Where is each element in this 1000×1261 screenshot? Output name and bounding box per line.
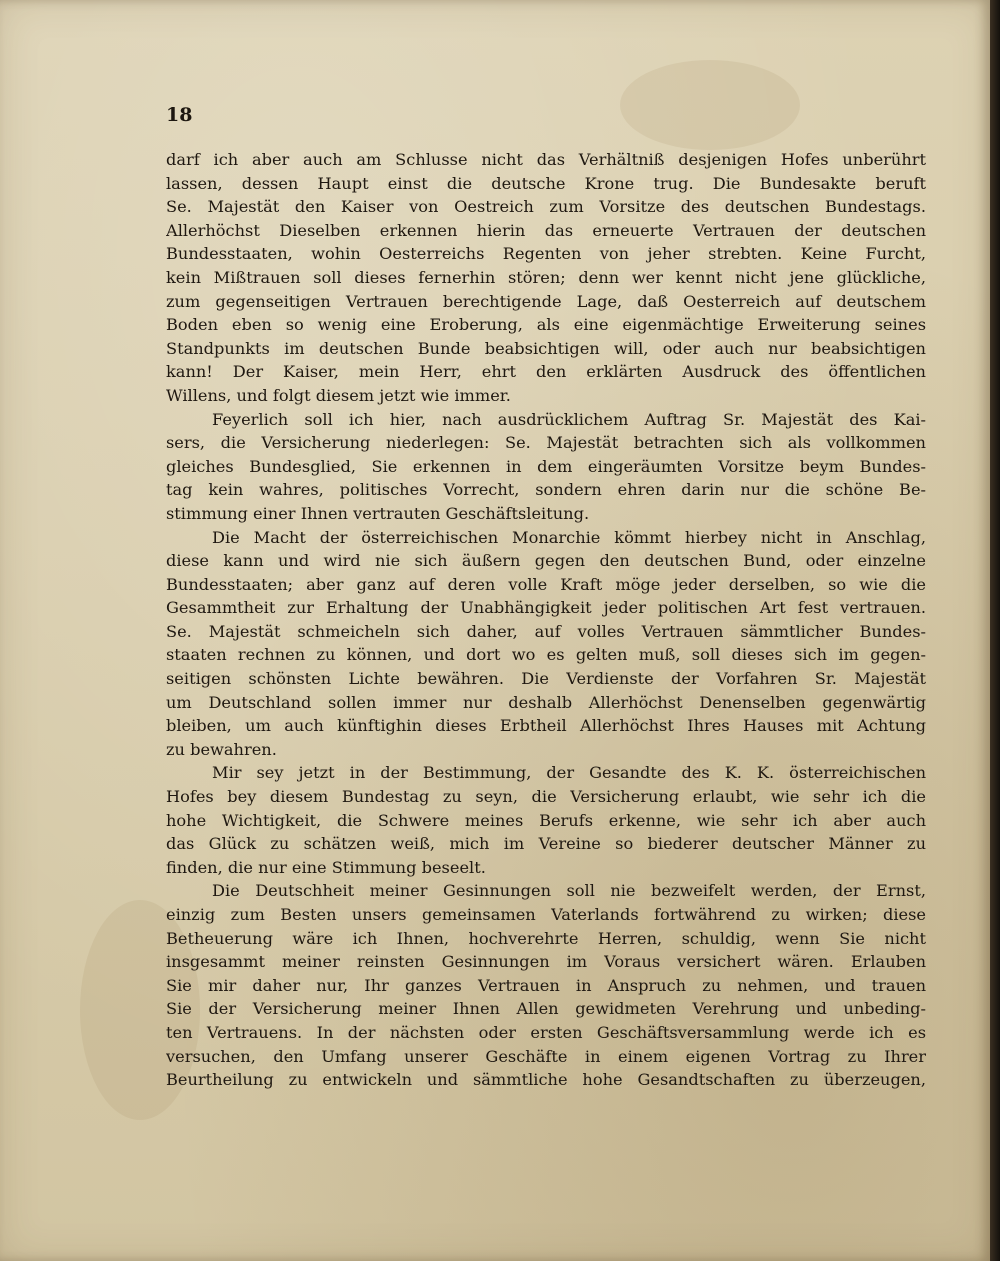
text-line: Gesammtheit zur Erhaltung der Unabhängigkeit jeder politischen Art fest vertrauen. [166,598,926,618]
text-line: Beurtheilung zu entwickeln und sämmtliche hohe Gesandtschaften zu überzeugen, [166,1070,926,1090]
text-line: sers, die Versicherung niederlegen: Se. Majestät betrachten sich als vollkommen [166,433,926,453]
paper-stain [620,60,800,150]
text-line: hohe Wichtigkeit, die Schwere meines Berufs erkenne, wie sehr ich aber auch [166,810,926,830]
text-line: Allerhöchst Dieselben erkennen hierin das erneuerte Vertrauen der deutschen [166,220,926,240]
text-line: Betheuerung wäre ich Ihnen, hochverehrte Herren, schuldig, wenn Sie nicht [166,928,926,948]
text-line: tag kein wahres, politisches Vorrecht, sondern ehren darin nur die schöne Be- [166,480,926,500]
body-text [166,148,926,1092]
text-line: Feyerlich soll ich hier, nach ausdrücklichem Auftrag Sr. Majestät des Kai- [212,409,926,429]
text-line: einzig zum Besten unsers gemeinsamen Vaterlands fortwährend zu wirken; diese [166,905,926,924]
text-line: gleiches Bundesglied, Sie erkennen in dem eingeräumten Vorsitze beym Bundes- [166,456,926,476]
text-line: Sie der Versicherung meiner Ihnen Allen gewidmeten Verehrung und unbeding- [166,999,926,1019]
text-line: Se. Majestät schmeicheln sich daher, auf volles Vertrauen sämmtlicher Bundes- [166,621,926,641]
page-number: 18 [166,104,193,126]
text-line: Die Macht der österreichischen Monarchie kömmt hierbey nicht in Anschlag, [212,527,926,547]
text-line: lassen, dessen Haupt einst die deutsche Krone trug. Die Bundesakte beruft [166,173,926,193]
text-line: stimmung einer Ihnen vertrauten Geschäftsleitung. [166,503,590,523]
text-line: kann! Der Kaiser, mein Herr, ehrt den erklärten Ausdruck des öffentlichen [166,362,926,382]
text-line: Boden eben so wenig eine Eroberung, als eine eigenmächtige Erweiterung seines [166,315,926,335]
text-line: Sie mir daher nur, Ihr ganzes Vertrauen in Anspruch zu nehmen, und trauen [166,975,926,995]
text-line: staaten rechnen zu können, und dort wo es gelten muß, soll dieses sich im gegen- [166,645,926,665]
text-line: zu bewahren. [166,739,277,759]
text-line: Bundesstaaten, wohin Oesterreichs Regenten von jeher strebten. Keine Furcht, [166,244,926,264]
text-line: Standpunkts im deutschen Bunde beabsichtigen will, oder auch nur beabsichtigen [166,338,926,358]
text-line: insgesammt meiner reinsten Gesinnungen im Voraus versichert wären. Erlauben [166,952,926,972]
text-line: das Glück zu schätzen weiß, mich im Vereine so biederer deutscher Männer zu [166,834,926,854]
text-line: Se. Majestät den Kaiser von Oestreich zum Vorsitze des deutschen Bundestags. [166,197,926,217]
text-line: kein Mißtrauen soll dieses fernerhin stören; denn wer kennt nicht jene glückliche, [166,267,926,287]
text-line: diese kann und wird nie sich äußern gegen den deutschen Bund, oder einzelne [166,551,926,571]
text-line: darf ich aber auch am Schlusse nicht das Verhältniß desjenigen Hofes unberührt [166,150,926,169]
text-line: um Deutschland sollen immer nur deshalb Allerhöchst Denenselben gegenwärtig [166,692,926,712]
book-edge [990,0,1000,1261]
text-line: Die Deutschheit meiner Gesinnungen soll nie bezweifelt werden, der Ernst, [212,881,926,901]
text-line: bleiben, um auch künftighin dieses Erbtheil Allerhöchst Ihres Hauses mit Achtung [166,716,926,736]
text-line: finden, die nur eine Stimmung beseelt. [166,857,486,877]
text-line: versuchen, den Umfang unserer Geschäfte in einem eigenen Vortrag zu Ihrer [166,1046,926,1066]
text-line: Mir sey jetzt in der Bestimmung, der Gesandte des K. K. österreichischen [212,763,926,783]
text-line: Hofes bey diesem Bundestag zu seyn, die Versicherung erlaubt, wie sehr ich die [166,787,926,807]
text-line: zum gegenseitigen Vertrauen berechtigende Lage, daß Oesterreich auf deutschem [166,291,926,311]
text-line: ten Vertrauens. In der nächsten oder ersten Geschäftsversammlung werde ich es [166,1022,926,1042]
text-line: Willens, und folgt diesem jetzt wie immer. [166,385,511,405]
text-line: Bundesstaaten; aber ganz auf deren volle Kraft möge jeder derselben, so wie die [166,574,926,594]
text-line: seitigen schönsten Lichte bewähren. Die Verdienste der Vorfahren Sr. Majestät [166,669,926,689]
